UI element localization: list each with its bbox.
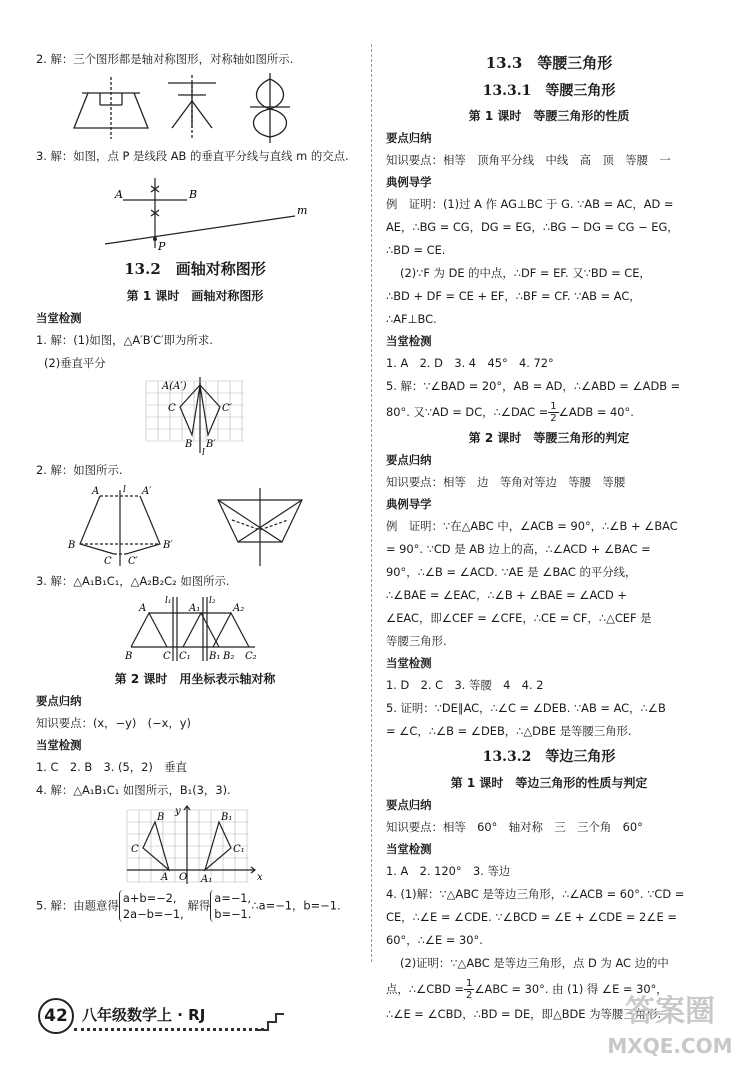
answer-d4: 4. 解：△A₁B₁C₁ 如图所示，B₁(3，3).	[36, 783, 231, 797]
point-p-label: P	[158, 240, 166, 252]
example-line: 例 证明：(1)过 A 作 AG⊥BC 于 G. ∵AB = AC，AD =	[386, 197, 674, 211]
origin-label: O	[179, 872, 188, 883]
lesson-title: 第 1 课时 等腰三角形的性质	[468, 109, 630, 123]
answer-d5-tail: ∴a=−1，b=−1.	[251, 898, 341, 913]
example-line: AE，∴BG = CG，DG = EG，∴BG − DG = CG − EG，	[386, 220, 679, 234]
label-a2: A₂	[233, 603, 245, 614]
watermark-url: MXQE.COM	[607, 1034, 733, 1058]
section-label: 当堂检测	[386, 842, 432, 856]
section-label: 要点归纳	[386, 798, 432, 812]
lesson-title: 第 1 课时 画轴对称图形	[126, 289, 264, 303]
label-c: C	[104, 556, 112, 567]
label-a: A(A′)	[162, 381, 187, 392]
footer-dotted-rule	[74, 1028, 264, 1031]
column-divider	[371, 44, 372, 962]
label-b1: B₁	[209, 651, 221, 662]
lesson-title: 第 2 课时 等腰三角形的判定	[468, 431, 630, 445]
answer-e1: 1. A 2. D 3. 4 45° 4. 72°	[386, 356, 554, 370]
numerator: 1	[465, 978, 473, 989]
answer-c1: 1. 解：(1)如图，△A′B′C′即为所求.	[36, 333, 213, 347]
watermark-text: 答案圈	[625, 994, 715, 1029]
watermark	[600, 995, 740, 1065]
solution-system	[210, 890, 251, 922]
label-a1: A₁	[189, 603, 201, 614]
section-13-3-title: 13.3 等腰三角形	[485, 54, 613, 72]
left-column	[36, 48, 354, 922]
label-c1: C₁	[233, 844, 245, 855]
answer-g4-line: 4. (1)解：∵△ABC 是等边三角形，∴∠ACB = 60°. ∵CD =	[386, 887, 685, 901]
label-a: A	[161, 872, 169, 883]
label-c: C	[168, 403, 176, 414]
key-points: 知识要点：相等 顶角平分线 中线 高 顶 等腰 一	[386, 153, 671, 167]
answer-g4-line: (2)证明：∵△ABC 是等边三角形，点 D 为 AC 边的中	[400, 956, 669, 970]
equation-line: 2a−b=−1,	[122, 907, 184, 921]
page-number: 42	[38, 998, 74, 1034]
answer-f5-line: 5. 证明：∵DE∥AC，∴∠C = ∠DEB. ∵AB = AC，∴∠B	[386, 701, 666, 715]
section-label: 要点归纳	[386, 131, 432, 145]
answer-f5-line: = ∠C，∴∠B = ∠DEB，∴△DBE 是等腰三角形.	[386, 724, 632, 738]
answer-g4-line: ∴∠E = ∠CBD，∴BD = DE，即△BDE 为等腰三角形.	[386, 1007, 662, 1021]
answer-e5-line: 5. 解：∵∠BAD = 20°，AB = AD，∴∠ABD = ∠ADB =	[386, 379, 681, 393]
section-label: 要点归纳	[36, 694, 82, 708]
fraction-one-half	[464, 978, 474, 1001]
answer-e5-part: ∠ADB = 40°.	[558, 405, 634, 419]
label-b-prime: B′	[206, 439, 216, 450]
denominator: 2	[465, 990, 473, 1001]
solution-line: a=−1,	[214, 891, 252, 905]
answer-g4-line: CE，∴∠E = ∠CDE. ∵∠BCD = ∠E + ∠CDE = 2∠E =	[386, 910, 677, 924]
label-c: C	[131, 844, 139, 855]
section-label: 当堂检测	[386, 656, 432, 670]
label-b: B	[68, 540, 76, 551]
fraction-one-half	[548, 401, 558, 424]
corner-steps-icon	[256, 1010, 286, 1032]
section-13-2-title: 13.2 画轴对称图形	[124, 260, 266, 278]
answer-f1: 1. D 2. C 3. 等腰 4 4. 2	[386, 678, 544, 692]
lesson-title: 第 1 课时 等边三角形的性质与判定	[450, 776, 648, 790]
example-line: ∴BD = CE.	[386, 243, 446, 257]
example-line: ∠EAC，即∠CEF = ∠CFE，∴CE = CF，∴△CEF 是	[386, 611, 652, 625]
label-a: A	[92, 486, 100, 497]
label-b: B	[185, 439, 193, 450]
key-points: 知识要点：相等 60° 轴对称 三 三个角 60°	[386, 820, 643, 834]
two-reflection-figures	[60, 484, 330, 568]
answer-c2: 2. 解：如图所示.	[36, 463, 123, 477]
grid-reflection-figure	[140, 377, 250, 457]
section-label: 典例导学	[386, 175, 432, 189]
example-line: ∴∠BAE = ∠EAC，∴∠B + ∠BAE = ∠ACD +	[386, 588, 627, 602]
example-line: (2)∵F 为 DE 的中点，∴DF = EF. 又∵BD = CE，	[400, 266, 651, 280]
example-line: 例 证明：∵在△ABC 中，∠ACB = 90°，∴∠B + ∠BAC	[386, 519, 678, 533]
section-13-3-1-title: 13.3.1 等腰三角形	[482, 83, 616, 99]
label-b: B	[157, 812, 165, 823]
axis-y-label: y	[175, 806, 181, 817]
triangle-translation-figure	[125, 595, 265, 665]
answer-g4-part: ∠ABC = 30°. 由 (1) 得 ∠E = 30°，	[474, 982, 668, 996]
answer-c3: 3. 解：△A₁B₁C₁，△A₂B₂C₂ 如图所示.	[36, 574, 230, 588]
numerator: 1	[550, 401, 557, 412]
section-13-3-2-title: 13.3.2 等边三角形	[482, 749, 616, 765]
line-m-label: m	[297, 204, 308, 217]
symmetric-figures	[70, 73, 320, 143]
answer-d5-mid: 解得	[187, 898, 211, 913]
section-label: 要点归纳	[386, 453, 432, 467]
label-a1: A₁	[201, 874, 213, 885]
example-line: 90°，∴∠B = ∠ACD. ∵AE 是 ∠BAC 的平分线，	[386, 565, 637, 579]
example-line: = 90°. ∵CD 是 AB 边上的高，∴∠ACD + ∠BAC =	[386, 542, 651, 556]
coordinate-reflection-figure	[125, 804, 265, 888]
example-line: ∴AF⊥BC.	[386, 312, 437, 326]
label-c: C	[163, 651, 171, 662]
equation-system	[119, 890, 184, 922]
example-line: ∴BD + DF = CE + EF，∴BF = CF. ∵AB = AC，	[386, 289, 641, 303]
label-l2: l₂	[209, 596, 216, 606]
answer-g1: 1. A 2. 120° 3. 等边	[386, 864, 511, 878]
label-c1: C₁	[179, 651, 191, 662]
section-label: 当堂检测	[386, 334, 432, 348]
solution-line: b=−1.	[214, 907, 252, 921]
answer-e5-part: 80°. 又∵AD = DC，∴∠DAC =	[386, 405, 549, 419]
label-l: l	[202, 448, 205, 457]
denominator: 2	[550, 413, 557, 424]
equation-line: a+b=−2,	[122, 891, 177, 905]
answer-c1b: (2)垂直平分	[44, 356, 106, 370]
label-a: A	[139, 603, 147, 614]
label-c-prime: C′	[128, 556, 138, 567]
answer-e5-line	[386, 398, 712, 426]
label-b-prime: B′	[163, 540, 173, 551]
key-points: 知识要点：(x，−y) (−x，y)	[36, 716, 191, 730]
label-b2: B₂	[223, 651, 235, 662]
perpendicular-bisector-figure	[65, 170, 325, 252]
answer-q2: 2. 解：三个图形都是轴对称图形，对称轴如图所示.	[36, 52, 294, 66]
section-label: 当堂检测	[36, 311, 82, 325]
section-label: 当堂检测	[36, 738, 82, 752]
label-a-prime: A′	[142, 486, 152, 497]
answer-d5	[36, 890, 354, 922]
label-b1: B₁	[221, 812, 233, 823]
answer-g4-line: 60°，∴∠E = 30°.	[386, 933, 483, 947]
answer-d5-intro: 5. 解：由题意得	[36, 898, 119, 913]
key-points: 知识要点：相等 边 等角对等边 等腰 等腰	[386, 475, 626, 489]
right-column	[386, 48, 712, 1026]
answer-g4-part: 点，∴∠CBD =	[386, 982, 464, 996]
point-b-label: B	[189, 188, 198, 201]
point-a-label: A	[115, 188, 123, 201]
label-l1: l₁	[165, 596, 172, 606]
label-c-prime: C′	[222, 403, 232, 414]
page-footer	[34, 994, 294, 1034]
axis-x-label: x	[257, 872, 263, 883]
book-title: 八年级数学上 · RJ	[82, 1006, 206, 1024]
example-line: 等腰三角形.	[386, 634, 447, 648]
label-l: l	[123, 485, 126, 495]
label-b: B	[125, 651, 133, 662]
answer-d1: 1. C 2. B 3. (5，2) 垂直	[36, 760, 187, 774]
section-label: 典例导学	[386, 497, 432, 511]
lesson-title: 第 2 课时 用坐标表示轴对称	[114, 672, 276, 686]
answer-q3: 3. 解：如图，点 P 是线段 AB 的垂直平分线与直线 m 的交点.	[36, 149, 349, 163]
label-c2: C₂	[245, 651, 257, 662]
